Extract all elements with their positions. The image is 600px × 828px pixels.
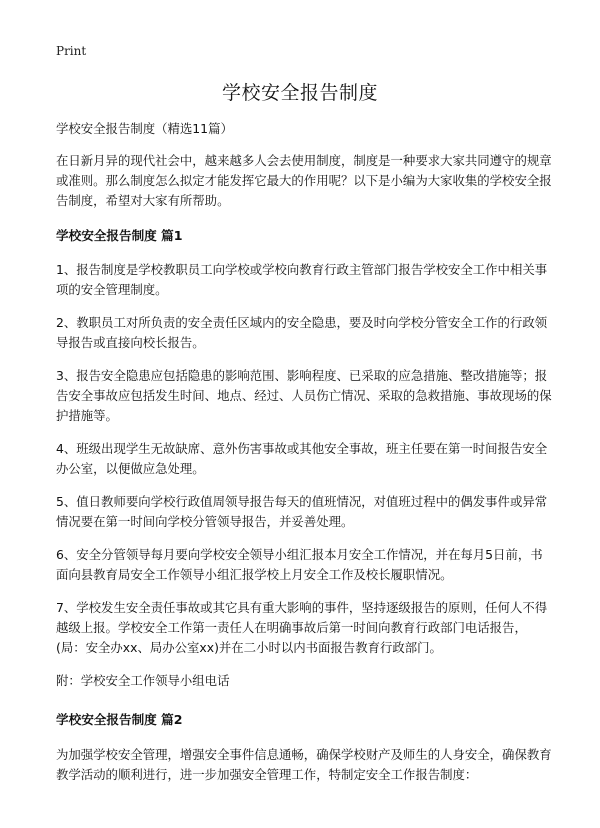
section-heading-2: 学校安全报告制度 篇2 <box>56 712 183 727</box>
list-item: 6、安全分管领导每月要向学校安全领导小组汇报本月安全工作情况，并在每月5日前，书面向县教育局安全工作领导小组汇报学校上月安全工作及校长履职情况。 <box>56 547 543 582</box>
appendix-note: 附：学校安全工作领导小组电话 <box>56 673 230 688</box>
list-item: 2、教职员工对所负责的安全责任区域内的安全隐患，要及时向学校分管安全工作的行政领导报告或直接向校长报告。 <box>56 315 548 350</box>
document-body <box>56 119 552 785</box>
document-subtitle: 学校安全报告制度（精选11篇） <box>56 121 233 136</box>
page-title: 学校安全报告制度 <box>221 82 378 104</box>
list-item: 5、值日教师要向学校行政值周领导报告每天的值班情况，对值班过程中的偶发事件或异常情况要在第一时间向学校分管领导报告，并妥善处理。 <box>56 494 548 529</box>
list-item: 7、学校发生安全责任事故或其它具有重大影响的事件，坚持逐级报告的原则，任何人不得越级上报。学校安全工作第一责任人在明确事故后第一时间向教育行政部门电话报告，(局：安全办xx、局办公室xx)并在二小时以内书面报告教育行政部门。 <box>56 600 548 655</box>
list-item: 4、班级出现学生无故缺席、意外伤害事故或其他安全事故，班主任要在第一时间报告安全办公室，以便做应急处理。 <box>56 441 548 476</box>
section2-paragraph: 为加强学校安全管理，增强安全事件信息通畅，确保学校财产及师生的人身安全，确保教育教学活动的顺利进行，进一步加强安全管理工作，特制定安全工作报告制度： <box>56 747 552 782</box>
section-heading-1: 学校安全报告制度 篇1 <box>56 228 183 243</box>
list-item: 3、报告安全隐患应包括隐患的影响范围、影响程度、已采取的应急措施、整改措施等；报告安全事故应包括发生时间、地点、经过、人员伤亡情况、采取的急救措施、事故现场的保护措施等。 <box>56 368 552 423</box>
print-link[interactable]: Print <box>56 44 87 58</box>
intro-paragraph: 在日新月异的现代社会中，越来越多人会去使用制度，制度是一种要求大家共同遵守的规章或准则。那么制度怎么拟定才能发挥它最大的作用呢？以下是小编为大家收集的学校安全报告制度，希望对大家有所帮助。 <box>56 153 552 208</box>
list-item: 1、报告制度是学校教职员工向学校或学校向教育行政主管部门报告学校安全工作中相关事项的安全管理制度。 <box>56 262 548 297</box>
